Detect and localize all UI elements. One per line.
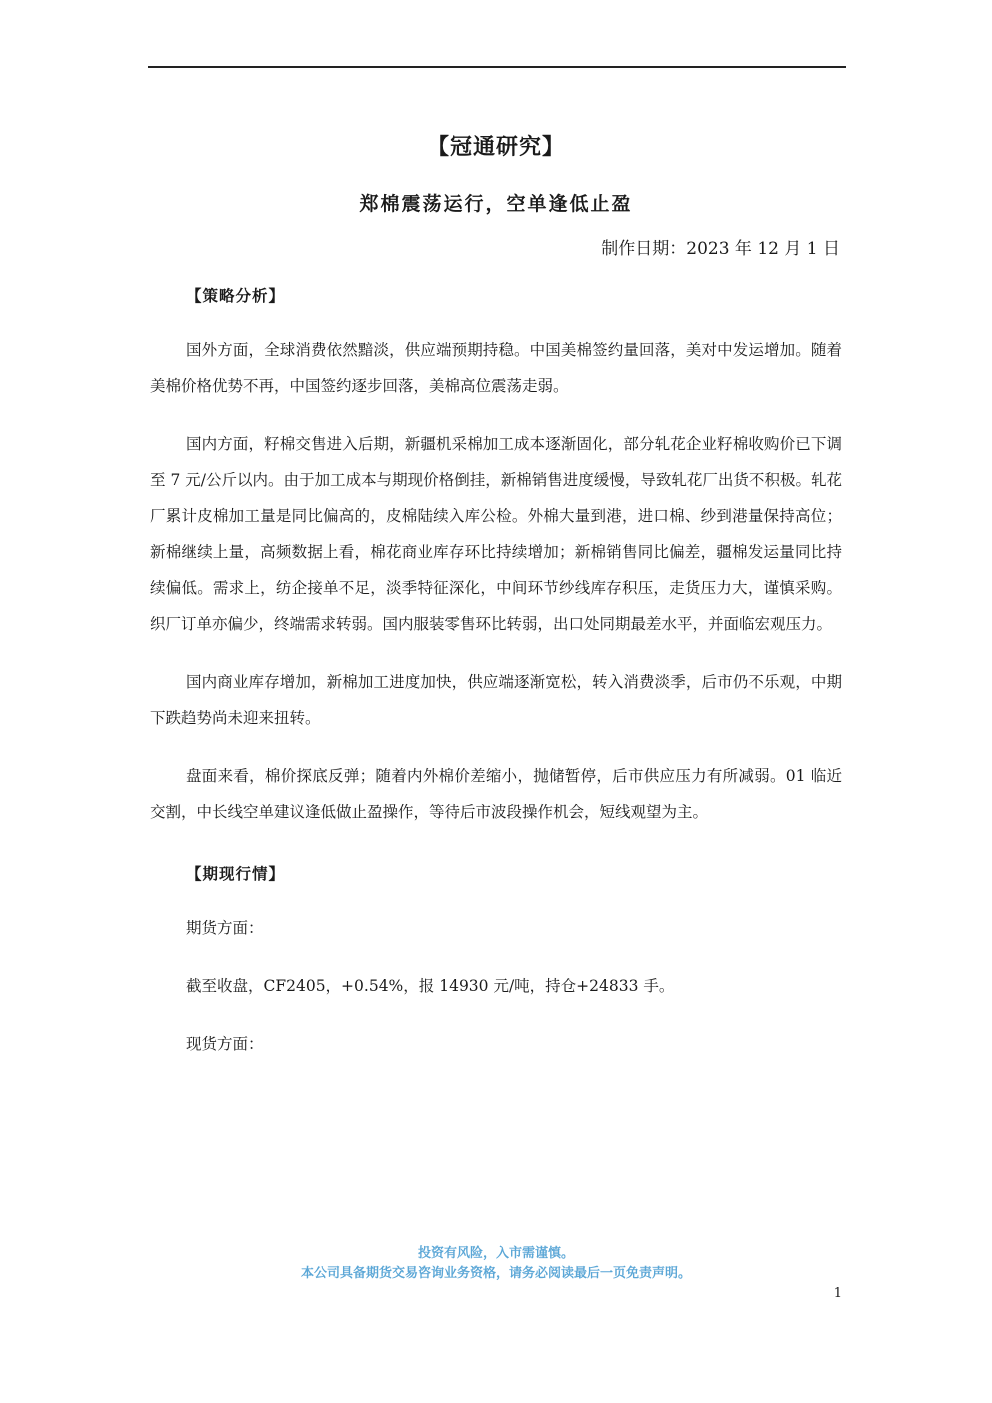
strategy-paragraph-1: 国外方面，全球消费依然黯淡，供应端预期持稳。中国美棉签约量回落，美对中发运增加。随着美棉价格优势不再，中国签约逐步回落，美棉高位震荡走弱。 (150, 341, 842, 395)
report-body (150, 284, 842, 1084)
spot-label: 现货方面： (186, 1035, 264, 1053)
report-date: 制作日期：2023 年 12 月 1 日 (601, 239, 840, 259)
market-heading: 【期现行情】 (186, 865, 286, 883)
risk-disclaimer (0, 1244, 992, 1284)
strategy-heading: 【策略分析】 (186, 287, 286, 305)
disclaimer-line-2: 本公司具备期货交易咨询业务资格，请务必阅读最后一页免责声明。 (300, 1266, 691, 1281)
brand-heading: 【冠通研究】 (426, 134, 565, 160)
futures-label: 期货方面： (186, 919, 264, 937)
header-rule (148, 66, 846, 68)
strategy-paragraph-3: 国内商业库存增加，新棉加工进度加快，供应端逐渐宽松，转入消费淡季，后市仍不乐观，中期下跌趋势尚未迎来扭转。 (150, 673, 842, 727)
strategy-paragraph-2: 国内方面，籽棉交售进入后期，新疆机采棉加工成本逐渐固化，部分轧花企业籽棉收购价已下调至 7 元/公斤以内。由于加工成本与期现价格倒挂，新棉销售进度缓慢，导致轧花厂出货不积极。轧花厂累计皮棉加工量是同比偏高的，皮棉陆续入库公检。外棉大量到港，进口棉、纱到港量保持高位；新棉继续上量，高频数据上看，棉花商业库存环比持续增加；新棉销售同比偏差，疆棉发运量同比持续偏低。需求上，纺企接单不足，淡季特征深化，中间环节纱线库存积压，走货压力大，谨慎采购。织厂订单亦偏少，终端需求转弱。国内服装零售环比转弱，出口处同期最差水平，并面临宏观压力。 (150, 435, 842, 633)
report-title: 郑棉震荡运行，空单逢低止盈 (359, 193, 633, 215)
disclaimer-line-1: 投资有风险，入市需谨慎。 (417, 1246, 574, 1261)
page-number: 1 (833, 1286, 842, 1301)
strategy-paragraph-4: 盘面来看，棉价探底反弹；随着内外棉价差缩小，抛储暂停，后市供应压力有所减弱。01 临近交割，中长线空单建议逢低做止盈操作，等待后市波段操作机会，短线观望为主。 (150, 767, 842, 821)
futures-quote: 截至收盘，CF2405，+0.54%，报 14930 元/吨，持仓+24833 手。 (186, 977, 675, 995)
